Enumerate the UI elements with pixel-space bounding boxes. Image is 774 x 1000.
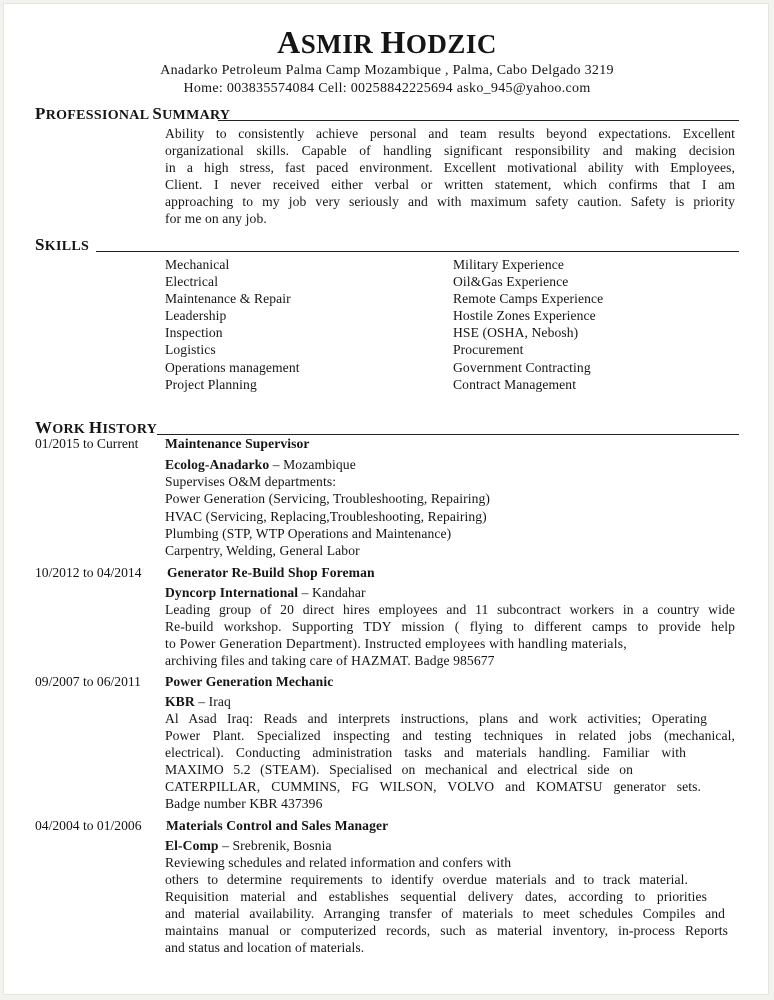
candidate-name: ASMIR HODZIC — [277, 24, 497, 60]
job-detail-line: Power Generation (Servicing, Troubleshooting, Repairing) — [165, 491, 491, 506]
summary-line: Ability to consistently achieve personal and team results beyond expectations. Excellent — [165, 126, 735, 141]
job-title: Maintenance Supervisor — [165, 436, 310, 451]
address-line: Anadarko Petroleum Palma Camp Mozambique , Palma, Cabo Delgado 3219 — [160, 63, 614, 78]
skill-item: Electrical — [165, 274, 219, 289]
job-detail-line: Supervises O&M departments: — [165, 474, 337, 489]
summary-heading: PROFESSIONAL SUMMARY — [35, 104, 231, 123]
job-detail-line: and material availability. Arranging transfer of materials to meet schedules Compiles and — [165, 906, 725, 921]
skills-rule — [96, 251, 739, 252]
summary-line: for me on any job. — [165, 211, 267, 226]
job-detail-line: others to determine requirements to identify overdue materials and to track material. — [165, 872, 688, 887]
job-detail-line: Re-build workshop. Supporting TDY mission ( flying to different camps to provide help — [165, 619, 735, 634]
job-detail-line: electrical). Conducting administration tasks and materials handling. Familiar with — [165, 745, 686, 760]
work-history-rule — [157, 434, 739, 435]
skill-item: Mechanical — [165, 257, 230, 272]
skill-item: Logistics — [165, 342, 216, 357]
summary-rule — [218, 120, 739, 121]
job-title: Generator Re-Build Shop Foreman — [167, 565, 375, 580]
contact-line: Home: 003835574084 Cell: 00258842225694 asko_945@yahoo.com — [183, 81, 591, 96]
job-dates: 01/2015 to Current — [35, 436, 139, 451]
skill-item: Contract Management — [453, 377, 577, 392]
skill-item: Leadership — [165, 308, 227, 323]
job-dates: 04/2004 to 01/2006 — [35, 818, 142, 833]
skill-item: Military Experience — [453, 257, 564, 272]
job-detail-line: Al Asad Iraq: Reads and interprets instructions, plans and work activities; Operating — [165, 711, 707, 726]
work-history-heading: WORK HISTORY — [35, 418, 158, 437]
job-employer: El-Comp – Srebrenik, Bosnia — [165, 838, 332, 853]
summary-line: organizational skills. Capable of handling significant responsibility and making decision — [165, 143, 735, 158]
skill-item: Maintenance & Repair — [165, 291, 291, 306]
job-title: Materials Control and Sales Manager — [166, 818, 389, 833]
job-detail-line: MAXIMO 5.2 (STEAM). Specialised on mechanical and electrical side on — [165, 762, 633, 777]
job-detail-line: Carpentry, Welding, General Labor — [165, 543, 360, 558]
skill-item: Operations management — [165, 360, 300, 375]
job-detail-line: Plumbing (STP, WTP Operations and Maintenance) — [165, 526, 452, 541]
job-detail-line: archiving files and taking care of HAZMAT. Badge 985677 — [165, 653, 495, 668]
job-title: Power Generation Mechanic — [165, 674, 334, 689]
skill-item: Procurement — [453, 342, 524, 357]
job-detail-line: Reviewing schedules and related information and confers with — [165, 855, 512, 870]
job-detail-line: to Power Generation Department). Instructed employees with handling materials, — [165, 636, 627, 651]
job-detail-line: CATERPILLAR, CUMMINS, FG WILSON, VOLVO and KOMATSU generator sets. — [165, 779, 701, 794]
job-detail-line: HVAC (Servicing, Replacing,Troubleshooting, Repairing) — [165, 509, 487, 524]
skill-item: Government Contracting — [453, 360, 591, 375]
job-detail-line: Badge number KBR 437396 — [165, 796, 323, 811]
job-detail-line: and status and location of materials. — [165, 940, 365, 955]
skill-item: Project Planning — [165, 377, 257, 392]
skill-item: Hostile Zones Experience — [453, 308, 596, 323]
skill-item: HSE (OSHA, Nebosh) — [453, 325, 579, 340]
job-dates: 10/2012 to 04/2014 — [35, 565, 142, 580]
summary-line: in a high stress, fast paced environment. Excellent motivational ability with Employees, — [165, 160, 735, 175]
job-employer: KBR – Iraq — [165, 694, 231, 709]
job-employer: Dyncorp International – Kandahar — [165, 585, 366, 600]
job-employer: Ecolog-Anadarko – Mozambique — [165, 457, 356, 472]
skill-item: Oil&Gas Experience — [453, 274, 569, 289]
job-detail-line: maintains manual or computerized records, such as material inventory, in-process Reports — [165, 923, 728, 938]
job-detail-line: Power Plant. Specialized inspecting and testing techniques in related jobs (mechanical, — [165, 728, 735, 743]
summary-line: Client. I never received either verbal or written statement, which confirms that I am — [165, 177, 735, 192]
skills-heading: SKILLS — [35, 235, 90, 254]
skill-item: Remote Camps Experience — [453, 291, 604, 306]
job-dates: 09/2007 to 06/2011 — [35, 674, 141, 689]
job-detail-line: Leading group of 20 direct hires employees and 11 subcontract workers in a country wide — [165, 602, 735, 617]
skill-item: Inspection — [165, 325, 223, 340]
summary-line: approaching to my job very seriously and with maximum safety caution. Safety is priority — [165, 194, 735, 209]
job-detail-line: Requisition material and establishes sequential delivery dates, according to priorities — [165, 889, 707, 904]
